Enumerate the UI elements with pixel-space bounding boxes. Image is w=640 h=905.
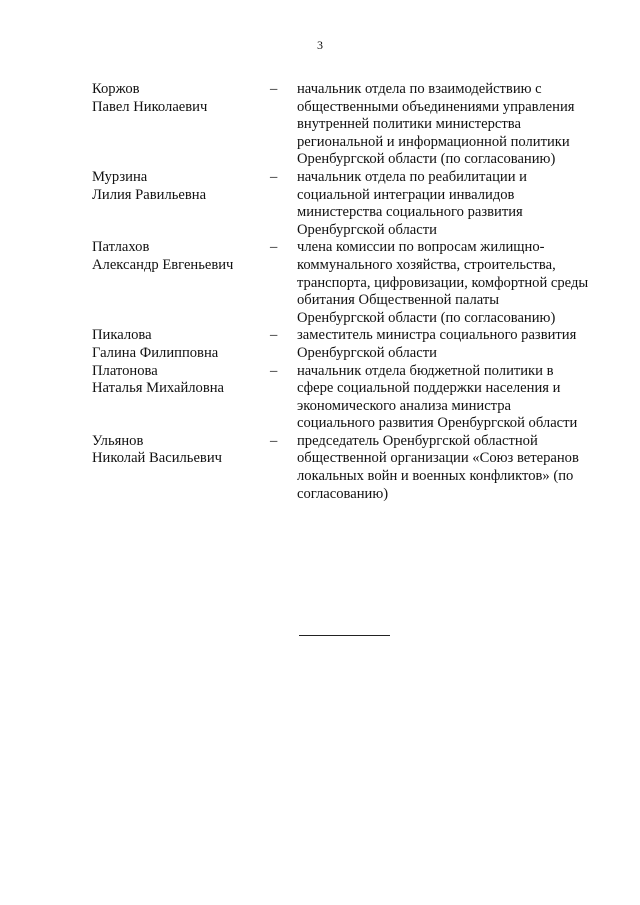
member-name bbox=[92, 169, 270, 239]
member-surname: Мурзина bbox=[92, 168, 148, 185]
member-entry bbox=[92, 433, 612, 503]
position-line: социальной интеграции инвалидов bbox=[297, 186, 515, 203]
member-surname: Патлахов bbox=[92, 239, 150, 256]
position-line: начальник отдела по взаимодействию с bbox=[297, 81, 542, 97]
position-line: министерства социального развития bbox=[297, 204, 523, 221]
position-line: Оренбургской области bbox=[297, 344, 437, 361]
dash-separator: – bbox=[270, 239, 278, 256]
member-surname: Коржов bbox=[92, 81, 140, 97]
members-list bbox=[92, 81, 612, 503]
member-given-names: Наталья Михайловна bbox=[92, 380, 225, 397]
member-position bbox=[297, 239, 612, 327]
position-line: локальных войн и военных конфликтов» (по bbox=[297, 468, 574, 485]
position-line: заместитель министра социального развития bbox=[297, 327, 577, 344]
position-line: начальник отдела по реабилитации и bbox=[297, 168, 527, 185]
dash-separator: – bbox=[270, 81, 278, 97]
member-entry bbox=[92, 327, 612, 362]
member-position bbox=[297, 327, 612, 362]
member-given-names: Николай Васильевич bbox=[92, 450, 222, 467]
position-line: общественной организации «Союз ветеранов bbox=[297, 450, 579, 467]
member-entry bbox=[92, 239, 612, 327]
dash-separator: – bbox=[270, 362, 278, 379]
member-name bbox=[92, 433, 270, 503]
position-line: социального развития Оренбургской области bbox=[297, 415, 578, 432]
position-line: внутренней политики министерства bbox=[297, 116, 521, 133]
member-name bbox=[92, 363, 270, 433]
member-given-names: Лилия Равильевна bbox=[92, 186, 207, 203]
member-position bbox=[297, 169, 612, 239]
position-line: коммунального хозяйства, строительства, bbox=[297, 256, 556, 273]
position-line: Оренбургской области bbox=[297, 221, 437, 238]
dash-separator: – bbox=[270, 168, 278, 185]
member-name bbox=[92, 327, 270, 362]
member-surname: Пикалова bbox=[92, 327, 152, 344]
dash-separator: – bbox=[270, 432, 278, 449]
page-number: 3 bbox=[317, 38, 323, 52]
member-given-names: Павел Николаевич bbox=[92, 98, 208, 115]
position-line: Оренбургской области (по согласованию) bbox=[297, 309, 556, 326]
position-line: Оренбургской области (по согласованию) bbox=[297, 151, 556, 168]
member-surname: Ульянов bbox=[92, 432, 144, 449]
member-position bbox=[297, 81, 612, 169]
position-line: региональной и информационной политики bbox=[297, 133, 570, 150]
position-line: транспорта, цифровизации, комфортной среды bbox=[297, 274, 589, 291]
position-line: общественными объединениями управления bbox=[297, 98, 575, 115]
closing-rule bbox=[299, 635, 390, 636]
member-position bbox=[297, 363, 612, 433]
position-line: обитания Общественной палаты bbox=[297, 292, 500, 309]
position-line: согласованию) bbox=[297, 485, 389, 502]
position-line: экономического анализа министра bbox=[297, 397, 512, 414]
member-surname: Платонова bbox=[92, 362, 158, 379]
member-given-names: Александр Евгеньевич bbox=[92, 256, 234, 273]
member-position bbox=[297, 433, 612, 503]
member-name bbox=[92, 239, 270, 327]
position-line: члена комиссии по вопросам жилищно- bbox=[297, 239, 545, 256]
member-name bbox=[92, 81, 270, 169]
position-line: сфере социальной поддержки населения и bbox=[297, 380, 561, 397]
dash-separator: – bbox=[270, 327, 278, 344]
member-entry bbox=[92, 169, 612, 239]
position-line: начальник отдела бюджетной политики в bbox=[297, 362, 554, 379]
member-entry bbox=[92, 363, 612, 433]
position-line: председатель Оренбургской областной bbox=[297, 432, 538, 449]
member-given-names: Галина Филипповна bbox=[92, 344, 219, 361]
member-entry bbox=[92, 81, 612, 169]
